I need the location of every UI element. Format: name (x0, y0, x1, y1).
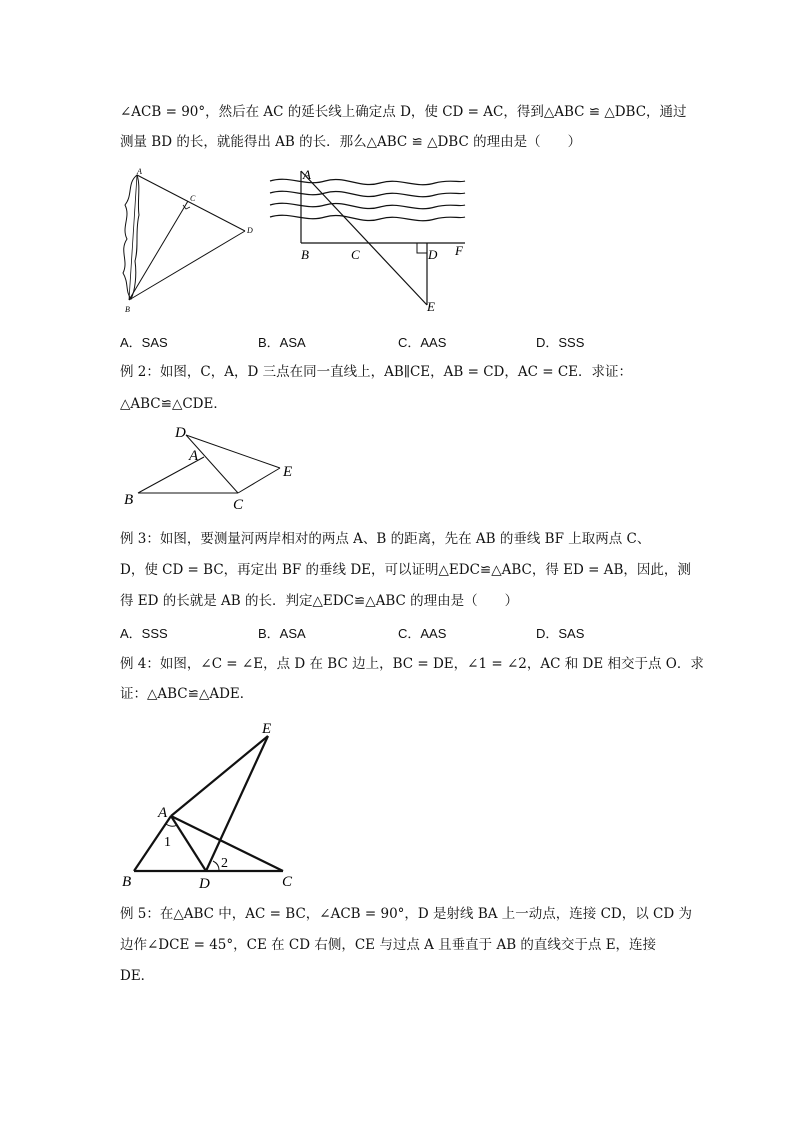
fig2-label-c: C (351, 247, 360, 262)
fig1-label-a: A (137, 167, 142, 176)
figure-example2 (120, 420, 310, 515)
example2-line2: △ABC≌△CDE． (120, 396, 227, 412)
example5-line3: DE． (120, 968, 155, 984)
example5-line2: 边作∠DCE = 45°，CE 在 CD 右侧，CE 与过点 A 且垂直于 AB 的直线交于点 E，连接 (120, 937, 657, 953)
figure-river (265, 165, 480, 315)
figure-cliff-triangle (115, 165, 265, 315)
example2-line1: 例 2：如图，C，A，D 三点在同一直线上，AB∥CE，AB = CD，AC = CE．求证： (120, 364, 633, 380)
figure-example4 (115, 718, 305, 893)
river-waves (270, 179, 465, 220)
fig2-label-d: D (428, 247, 438, 262)
ex2-label-a: A (189, 448, 199, 464)
fig2-label-a: A (303, 167, 311, 182)
problem1-line1: ∠ACB = 90°，然后在 AC 的延长线上确定点 D，使 CD = AC，得到△ABC ≌ △DBC，通过 (120, 104, 687, 120)
example5-line1: 例 5：在△ABC 中，AC = BC，∠ACB = 90°，D 是射线 BA 上一动点，连接 CD，以 CD 为 (120, 906, 692, 922)
fig2-label-f: F (455, 243, 463, 258)
example4-line2: 证：△ABC≌△ADE． (120, 686, 254, 702)
fig1-label-b: B (125, 305, 130, 314)
fig2-label-b: B (301, 247, 309, 262)
ex4-label-d: D (199, 876, 210, 892)
example3-line1: 例 3：如图，要测量河两岸相对的两点 A、B 的距离，先在 AB 的垂线 BF 上取两点 C、 (120, 531, 651, 547)
ex2-label-c: C (233, 497, 244, 513)
ex4-label-b: B (122, 874, 132, 890)
ex4-label-e: E (262, 721, 272, 737)
option-a[interactable]: A．SAS (120, 335, 168, 350)
ex4-label-c: C (282, 874, 293, 890)
ex4-label-a: A (158, 805, 168, 821)
fig2-label-e: E (427, 299, 435, 314)
example4-line1: 例 4：如图，∠C = ∠E，点 D 在 BC 边上，BC = DE，∠1 = ∠2，AC 和 DE 相交于点 O．求 (120, 656, 704, 672)
ex4-angle-1: 1 (164, 835, 171, 850)
ex4-angle-2: 2 (221, 856, 228, 871)
fig1-label-d: D (247, 226, 253, 235)
cliff-shape (123, 175, 139, 299)
ex2-label-b: B (124, 492, 134, 508)
option-b[interactable]: B．ASA (258, 335, 306, 350)
option-b[interactable]: B．ASA (258, 626, 306, 641)
option-c[interactable]: C．AAS (398, 335, 447, 350)
example3-line2: D，使 CD = BC，再定出 BF 的垂线 DE，可以证明△EDC≌△ABC，得 ED = AB，因此，测 (120, 562, 691, 578)
problem1-line2: 测量 BD 的长，就能得出 AB 的长．那么△ABC ≌ △DBC 的理由是（ ） (120, 134, 582, 150)
ex2-label-e: E (283, 464, 293, 480)
ex2-label-d: D (175, 425, 186, 441)
option-d[interactable]: D．SSS (536, 335, 585, 350)
fig1-label-c: C (190, 194, 196, 203)
option-d[interactable]: D．SAS (536, 626, 585, 641)
option-c[interactable]: C．AAS (398, 626, 447, 641)
option-a[interactable]: A．SSS (120, 626, 168, 641)
example3-line3: 得 ED 的长就是 AB 的长．判定△EDC≌△ABC 的理由是（ ） (120, 593, 519, 609)
